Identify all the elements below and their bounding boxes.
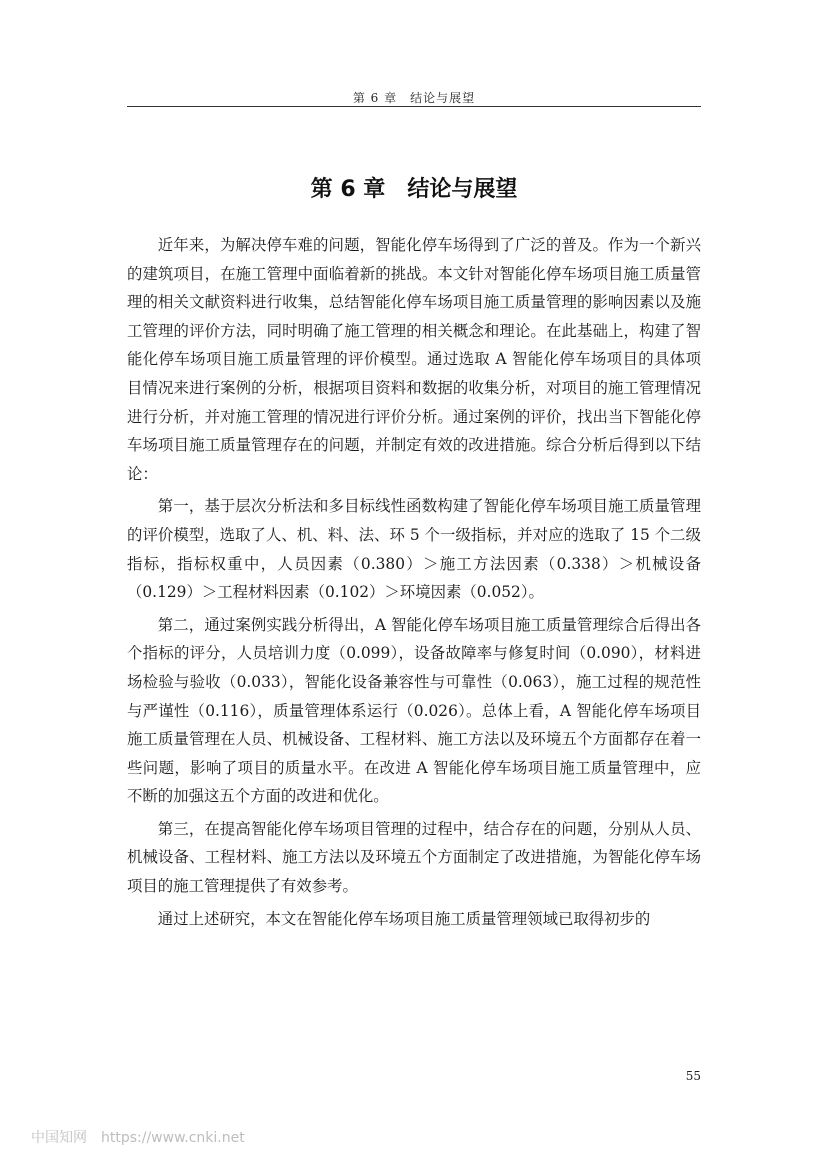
page-number: 55 (685, 1069, 701, 1083)
watermark-url: https://www.cnki.net (101, 1130, 245, 1146)
paragraph-conclusion-1: 第一，基于层次分析法和多目标线性函数构建了智能化停车场项目施工质量管理的评价模型，选取了人、机、料、法、环 5 个一级指标，并对应的选取了 15 个二级指标，指标权重中，人员因素（0.380）＞施工方法因素（0.338）＞机械设备（0.129）＞工程材料因素（0.102）＞环境因素（0.052）。 (127, 497, 701, 602)
watermark-brand: 中国知网 (31, 1130, 87, 1146)
chapter-name: 结论与展望 (407, 177, 518, 202)
header-rule (127, 106, 701, 107)
paragraph-conclusion-2: 第二，通过案例实践分析得出，A 智能化停车场项目施工质量管理综合后得出各个指标的评分，人员培训力度（0.099），设备故障率与修复时间（0.090），材料进场检验与验收（0.033），智能化设备兼容性与可靠性（0.063），施工过程的规范性与严谨性（0.116），质量管理体系运行（0.026）。总体上看，A 智能化停车场项目施工质量管理在人员、机械设备、工程材料、施工方法以及环境五个方面都存在着一些问题，影响了项目的质量水平。在改进 A 智能化停车场项目施工质量管理中，应不断的加强这五个方面的改进和优化。 (127, 615, 701, 806)
chapter-body (127, 231, 701, 937)
paragraph-summary: 通过上述研究，本文在智能化停车场项目施工质量管理领域已取得初步的 (157, 909, 651, 928)
cnki-watermark (31, 1127, 245, 1147)
paragraph-conclusion-3: 第三，在提高智能化停车场项目管理的过程中，结合存在的问题，分别从人员、机械设备、工程材料、施工方法以及环境五个方面制定了改进措施，为智能化停车场项目的施工管理提供了有效参考。 (127, 819, 701, 896)
running-header: 第 6 章 结论与展望 (352, 91, 476, 105)
chapter-title (127, 172, 701, 203)
chapter-number: 第 6 章 (310, 177, 386, 202)
paragraph-intro: 近年来，为解决停车难的问题，智能化停车场得到了广泛的普及。作为一个新兴的建筑项目，在施工管理中面临着新的挑战。本文针对智能化停车场项目施工质量管理的相关文献资料进行收集，总结智能化停车场项目施工质量管理的影响因素以及施工管理的评价方法，同时明确了施工管理的相关概念和理论。在此基础上，构建了智能化停车场项目施工质量管理的评价模型。通过选取 A 智能化停车场项目的具体项目情况来进行案例的分析，根据项目资料和数据的收集分析，对项目的施工管理情况进行分析，并对施工管理的情况进行评价分析。通过案例的评价，找出当下智能化停车场项目施工质量管理存在的问题，并制定有效的改进措施。综合分析后得到以下结论： (127, 236, 701, 483)
